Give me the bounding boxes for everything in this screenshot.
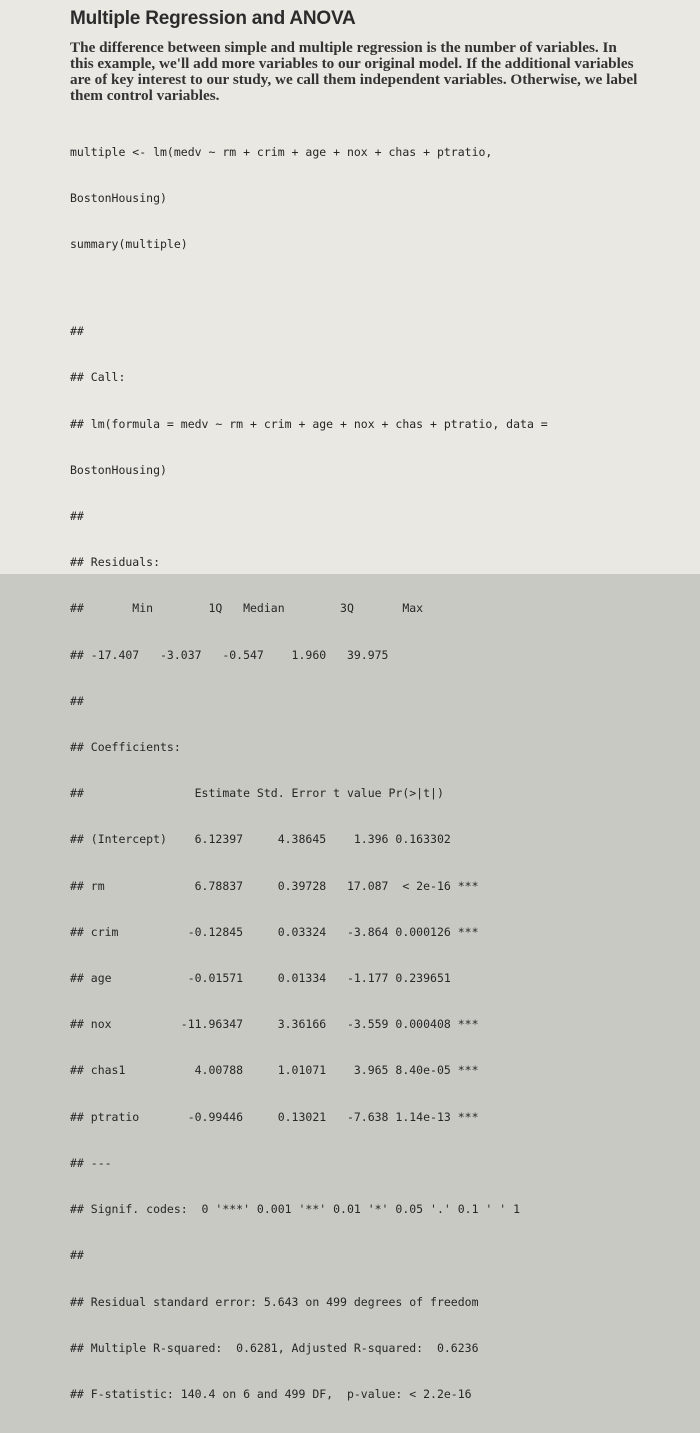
output-line: ##	[70, 324, 84, 339]
document-content	[70, 8, 670, 1433]
page-title: Multiple Regression and ANOVA	[70, 8, 356, 29]
code-line: multiple <- lm(medv ~ rm + crim + age + nox + chas + ptratio,	[70, 144, 493, 159]
output-line: ## age -0.01571 0.01334 -1.177 0.239651	[70, 971, 451, 986]
output-line: ## crim -0.12845 0.03324 -3.864 0.000126 ***	[70, 924, 479, 939]
output-line: ## Residual standard error: 5.643 on 499 degrees of freedom	[70, 1294, 479, 1309]
output-line: ## ptratio -0.99446 0.13021 -7.638 1.14e-13 ***	[70, 1109, 479, 1124]
output-line: ## -17.407 -3.037 -0.547 1.960 39.975	[70, 647, 389, 662]
output-line: ## Residuals:	[70, 555, 161, 570]
output-line: ## lm(formula = medv ~ rm + crim + age + nox + chas + ptratio, data =	[70, 416, 548, 431]
intro-paragraph: The difference between simple and multiple regression is the number of variables. In this example, we'll add more variables to our original model. If the additional variables are of key interest to our study, we call them independent variables. Otherwise, we label them control variables.	[70, 39, 638, 104]
output-line: ## F-statistic: 140.4 on 6 and 499 DF, p-value: < 2.2e-16	[70, 1386, 472, 1401]
output-line: ##	[70, 1248, 84, 1263]
output-line: ## rm 6.78837 0.39728 17.087 < 2e-16 ***	[70, 878, 479, 893]
output-line: ## ---	[70, 1155, 112, 1170]
code-line: BostonHousing)	[70, 191, 167, 206]
code-line: summary(multiple)	[70, 237, 188, 252]
output-line: ##	[70, 509, 84, 524]
output-line: ## Coefficients:	[70, 740, 181, 755]
output-line: ##	[70, 693, 84, 708]
output-line: ## (Intercept) 6.12397 4.38645 1.396 0.163302	[70, 832, 451, 847]
output-line: BostonHousing)	[70, 462, 167, 477]
output-line: ## nox -11.96347 3.36166 -3.559 0.000408 ***	[70, 1017, 479, 1032]
output-line: ## Multiple R-squared: 0.6281, Adjusted R-squared: 0.6236	[70, 1340, 479, 1355]
output-line: ## Estimate Std. Error t value Pr(>|t|)	[70, 786, 444, 801]
output-line: ## chas1 4.00788 1.01071 3.965 8.40e-05 ***	[70, 1063, 479, 1078]
output-line: ## Signif. codes: 0 '***' 0.001 '**' 0.01 '*' 0.05 '.' 0.1 ' ' 1	[70, 1202, 521, 1217]
code-output-block	[70, 293, 670, 1433]
code-input-block	[70, 114, 670, 283]
output-line: ## Min 1Q Median 3Q Max	[70, 601, 424, 616]
output-line: ## Call:	[70, 370, 126, 385]
